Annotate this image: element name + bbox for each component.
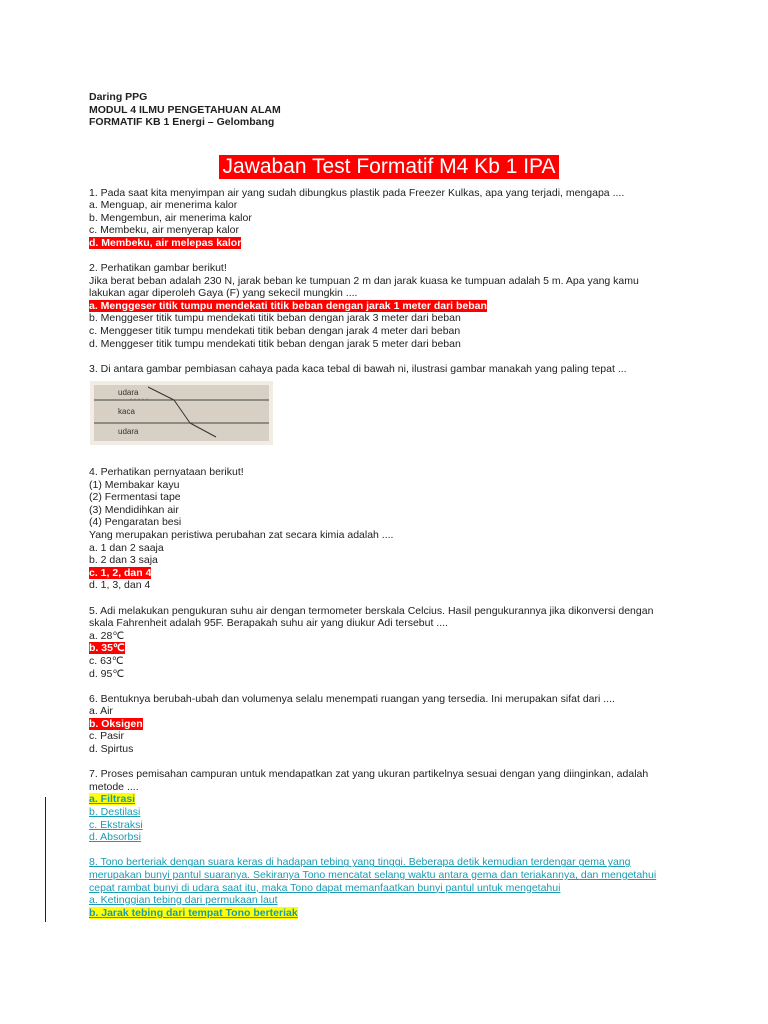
option: a. Air: [89, 705, 113, 718]
option: c. 63℃: [89, 654, 124, 667]
margin-rule: [45, 797, 46, 922]
question-8: [89, 856, 689, 919]
header-line-2: MODUL 4 ILMU PENGETAHUAN ALAM: [89, 103, 281, 116]
option: b. 2 dan 3 saja: [89, 554, 158, 567]
option: b. Menggeser titik tumpu mendekati titik beban dengan jarak 3 meter dari beban: [89, 312, 461, 325]
option: a. 28℃: [89, 629, 125, 642]
option: b. Mengembun, air menerima kalor: [89, 211, 252, 224]
option: c. Pasir: [89, 730, 125, 743]
option: d. 1, 3, dan 4: [89, 579, 151, 592]
statement: (4) Pengaratan besi: [89, 516, 182, 529]
statement: (1) Membakar kayu: [89, 478, 180, 491]
option-correct: [89, 237, 689, 250]
refraction-figure: [90, 381, 273, 445]
question-1: [89, 187, 689, 250]
option-correct: [89, 907, 689, 920]
option-link[interactable]: c. Ekstraksi: [89, 818, 143, 831]
figure-label: kaca: [118, 407, 135, 417]
statement: (2) Fermentasi tape: [89, 491, 181, 504]
question-5: [89, 605, 689, 681]
answer-highlight: b. Oksigen: [89, 717, 143, 730]
option: d. Spirtus: [89, 743, 134, 756]
question-body: Jika berat beban adalah 230 N, jarak beban ke tumpuan 2 m dan jarak kuasa ke tumpuan adalah 5 m. Apa yang kamu lakukan agar diperoleh Gaya (F) yang sekecil mungkin ....: [89, 274, 639, 300]
title-wrap: [89, 155, 689, 179]
option-link[interactable]: b. Destilasi: [89, 806, 141, 819]
question-text: 6. Bentuknya berubah-ubah dan volumenya selalu menempati ruangan yang tersedia. Ini merupakan sifat dari ....: [89, 692, 615, 705]
question-7: [89, 768, 689, 844]
question-text: 3. Di antara gambar pembiasan cahaya pada kaca tebal di bawah ni, ilustrasi gambar manakah yang paling tepat ...: [89, 362, 627, 375]
question-3: [89, 363, 689, 446]
option: d. Menggeser titik tumpu mendekati titik beban dengan jarak 5 meter dari beban: [89, 337, 461, 350]
option-correct: [89, 642, 689, 655]
header-line-1: Daring PPG: [89, 91, 148, 103]
answer-highlight[interactable]: a. Filtrasi: [89, 793, 136, 806]
option-correct: [89, 718, 689, 731]
option: a. 1 dan 2 saaja: [89, 541, 164, 554]
question-4: [89, 466, 689, 592]
option-correct: [89, 793, 689, 806]
question-text: 4. Perhatikan pernyataan berikut!: [89, 466, 244, 478]
question-text: 5. Adi melakukan pengukuran suhu air dengan termometer berskala Celcius. Hasil pengukurannya jika dikonversi dengan skala Fahrenheit adalah 95F. Berapakah suhu air yang diukur Adi tersebut ....: [89, 604, 654, 630]
option-link[interactable]: a. Ketinggian tebing dari permukaan laut: [89, 894, 278, 907]
question-text-link[interactable]: 8. Tono berteriak dengan suara keras di hadapan tebing yang tinggi. Beberapa detik kemudian terdengar gema yang merupakan bunyi pantul suaranya. Sekiranya Tono mencatat selang waktu antara gema dan teriakannya, dan mengetahui cepat rambat bunyi di udara saat itu, maka Tono dapat memanfaatkan bunyi pantul untuk mengetahui: [89, 856, 657, 894]
answer-highlight: d. Membeku, air melepas kalor: [89, 236, 242, 249]
option: c. Menggeser titik tumpu mendekati titik beban dengan jarak 4 meter dari beban: [89, 325, 461, 338]
option: a. Menguap, air menerima kalor: [89, 199, 238, 212]
figure-label: udara: [118, 388, 139, 398]
question-2: [89, 262, 689, 350]
header-line-3: FORMATIF KB 1 Energi – Gelombang: [89, 116, 275, 128]
option: d. 95℃: [89, 667, 125, 680]
document-page: [89, 91, 689, 919]
figure-label: udara: [118, 427, 139, 437]
option-correct: [89, 567, 689, 580]
answer-highlight[interactable]: b. Jarak tebing dari tempat Tono berteriak: [89, 906, 298, 919]
answer-highlight: b. 35℃: [89, 642, 125, 655]
option-link[interactable]: d. Absorbsi: [89, 831, 141, 844]
page-title: Jawaban Test Formatif M4 Kb 1 IPA: [219, 155, 558, 179]
question-prompt: Yang merupakan peristiwa perubahan zat secara kimia adalah ....: [89, 528, 394, 541]
question-6: [89, 693, 689, 756]
question-text: 1. Pada saat kita menyimpan air yang sudah dibungkus plastik pada Freezer Kulkas, apa yang terjadi, mengapa ....: [89, 186, 625, 199]
question-text: 7. Proses pemisahan campuran untuk mendapatkan zat yang ukuran partikelnya sesuai dengan yang diinginkan, adalah metode ....: [89, 768, 649, 793]
option: c. Membeku, air menyerap kalor: [89, 224, 239, 237]
statement: (3) Mendidihkan air: [89, 503, 179, 516]
question-text: 2. Perhatikan gambar berikut!: [89, 262, 227, 275]
option-correct: [89, 300, 689, 313]
answer-highlight: c. 1, 2, dan 4: [89, 566, 152, 579]
answer-highlight: a. Menggeser titik tumpu mendekati titik beban dengan jarak 1 meter dari beban: [89, 299, 487, 312]
